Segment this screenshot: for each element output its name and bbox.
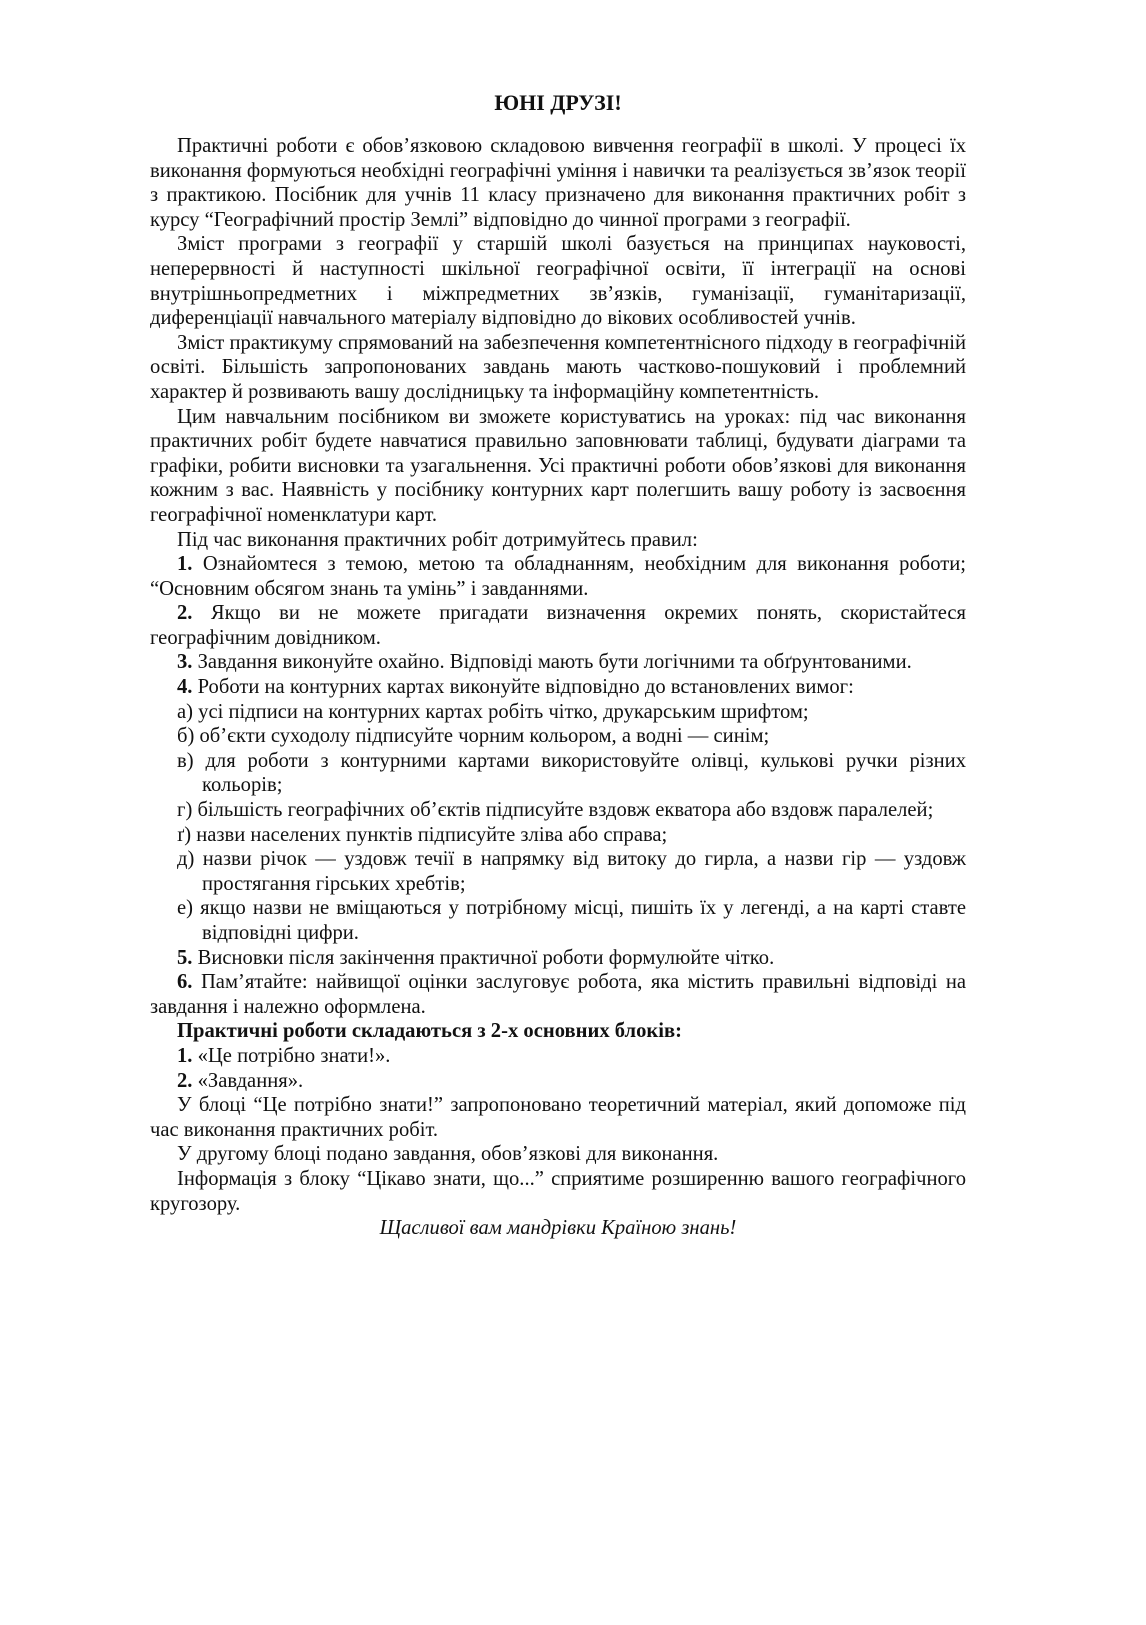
- blocks-heading: Практичні роботи складаються з 2-х основних блоків:: [177, 1020, 682, 1043]
- rule-number: 1.: [177, 553, 193, 576]
- rules-intro: Під час виконання практичних робіт дотримуйтесь правил:: [177, 528, 698, 551]
- block-item: [150, 1069, 966, 1094]
- rule-item: [150, 675, 966, 700]
- outro-paragraph: У другому блоці подано завдання, обов’язкові для виконання.: [177, 1143, 719, 1166]
- rule-text: Ознайомтеся з темою, метою та обладнанням, необхідним для виконання роботи; “Основним обсягом знань та умінь” і завданнями.: [150, 553, 966, 600]
- map-rule-item: д) назви річок — уздовж течії в напрямку від витоку до гирла, а назви гір — уздовж простягання гірських хребтів;: [177, 848, 966, 895]
- rule-text: Висновки після закінчення практичної роботи формулюйте чітко.: [197, 946, 775, 969]
- map-rule-item: г) більшість географічних об’єктів підписуйте вздовж екватора або вздовж паралелей;: [177, 799, 934, 822]
- block-number: 1.: [177, 1044, 193, 1067]
- map-rule-item: в) для роботи з контурними картами використовуйте олівці, кулькові ручки різних кольорів;: [177, 749, 966, 797]
- closing-wish: Щасливої вам мандрівки Країною знань!: [379, 1217, 737, 1240]
- rule-item: [150, 552, 966, 601]
- map-rule-item: а) усі підписи на контурних картах робіть чітко, друкарським шрифтом;: [177, 700, 809, 723]
- intro-paragraph: Практичні роботи є обов’язковою складовою вивчення географії в школі. У процесі їх виконання формуються необхідні географічні уміння і навички та реалізується зв’язок теорії з практикою. Посібник для учнів 11 класу призначено для виконання практичних робіт з курсу “Географічний простір Землі” відповідно до чинної програми з географії.: [150, 135, 966, 231]
- block-text: «Завдання».: [197, 1069, 304, 1092]
- intro-paragraph: Зміст програми з географії у старшій школі базується на принципах науковості, неперервності й наступності шкільної географічної освіти, її інтеграції на основі внутрішньопредметних і міжпредметних зв’язків, гуманізації, гуманітаризації, диференціації навчального матеріалу відповідно до вікових особливостей учнів.: [150, 233, 966, 330]
- rule-text: Якщо ви не можете пригадати визначення окремих понять, скористайтеся географічним довідником.: [150, 602, 966, 649]
- rule-item: [150, 650, 966, 675]
- block-item: [150, 1044, 966, 1069]
- rule-number: 5.: [177, 946, 193, 969]
- block-number: 2.: [177, 1069, 193, 1092]
- outro-paragraph: Інформація з блоку “Цікаво знати, що...” сприятиме розширенню вашого географічного кругозору.: [150, 1167, 966, 1215]
- intro-paragraph: Зміст практикуму спрямований на забезпечення компетентнісного підходу в географічній освіті. Більшість запропонованих завдань мають частково-пошуковий і проблемний характер й розвивають вашу дослідницьку та інформаційну компетентність.: [150, 331, 966, 403]
- map-rule-item: е) якщо назви не вміщаються у потрібному місці, пишіть їх у легенді, а на карті ставте відповідні цифри.: [177, 897, 966, 944]
- map-rule-item: ґ) назви населених пунктів підписуйте зліва або справа;: [177, 823, 668, 846]
- rule-item: [150, 946, 966, 971]
- rule-item: [150, 601, 966, 650]
- outro-paragraph: У блоці “Це потрібно знати!” запропоновано теоретичний матеріал, який допоможе під час виконання практичних робіт.: [150, 1094, 966, 1141]
- rule-number: 6.: [177, 971, 193, 994]
- block-text: «Це потрібно знати!».: [197, 1044, 391, 1067]
- rule-number: 2.: [177, 602, 193, 625]
- rule-text: Пам’ятайте: найвищої оцінки заслуговує робота, яка містить правильні відповіді на завдання і належно оформлена.: [150, 971, 966, 1018]
- intro-paragraph: Цим навчальним посібником ви зможете користуватись на уроках: під час виконання практичних робіт будете навчатися правильно заповнювати таблиці, будувати діаграми та графіки, робити висновки та узагальнення. Усі практичні роботи обов’язкові для виконання кожним з вас. Наявність у посібнику контурних карт полегшить вашу роботу із засвоєння географічної номенклатури карт.: [150, 405, 966, 526]
- rule-item: [150, 970, 966, 1019]
- page-title: ЮНІ ДРУЗІ!: [494, 90, 622, 115]
- rule-number: 4.: [177, 676, 193, 699]
- rule-text: Роботи на контурних картах виконуйте відповідно до встановлених вимог:: [197, 676, 854, 699]
- rule-number: 3.: [177, 651, 193, 674]
- rule-text: Завдання виконуйте охайно. Відповіді мають бути логічними та обґрунтованими.: [197, 651, 912, 674]
- map-rule-item: б) об’єкти суходолу підписуйте чорним кольором, а водні — синім;: [177, 725, 770, 748]
